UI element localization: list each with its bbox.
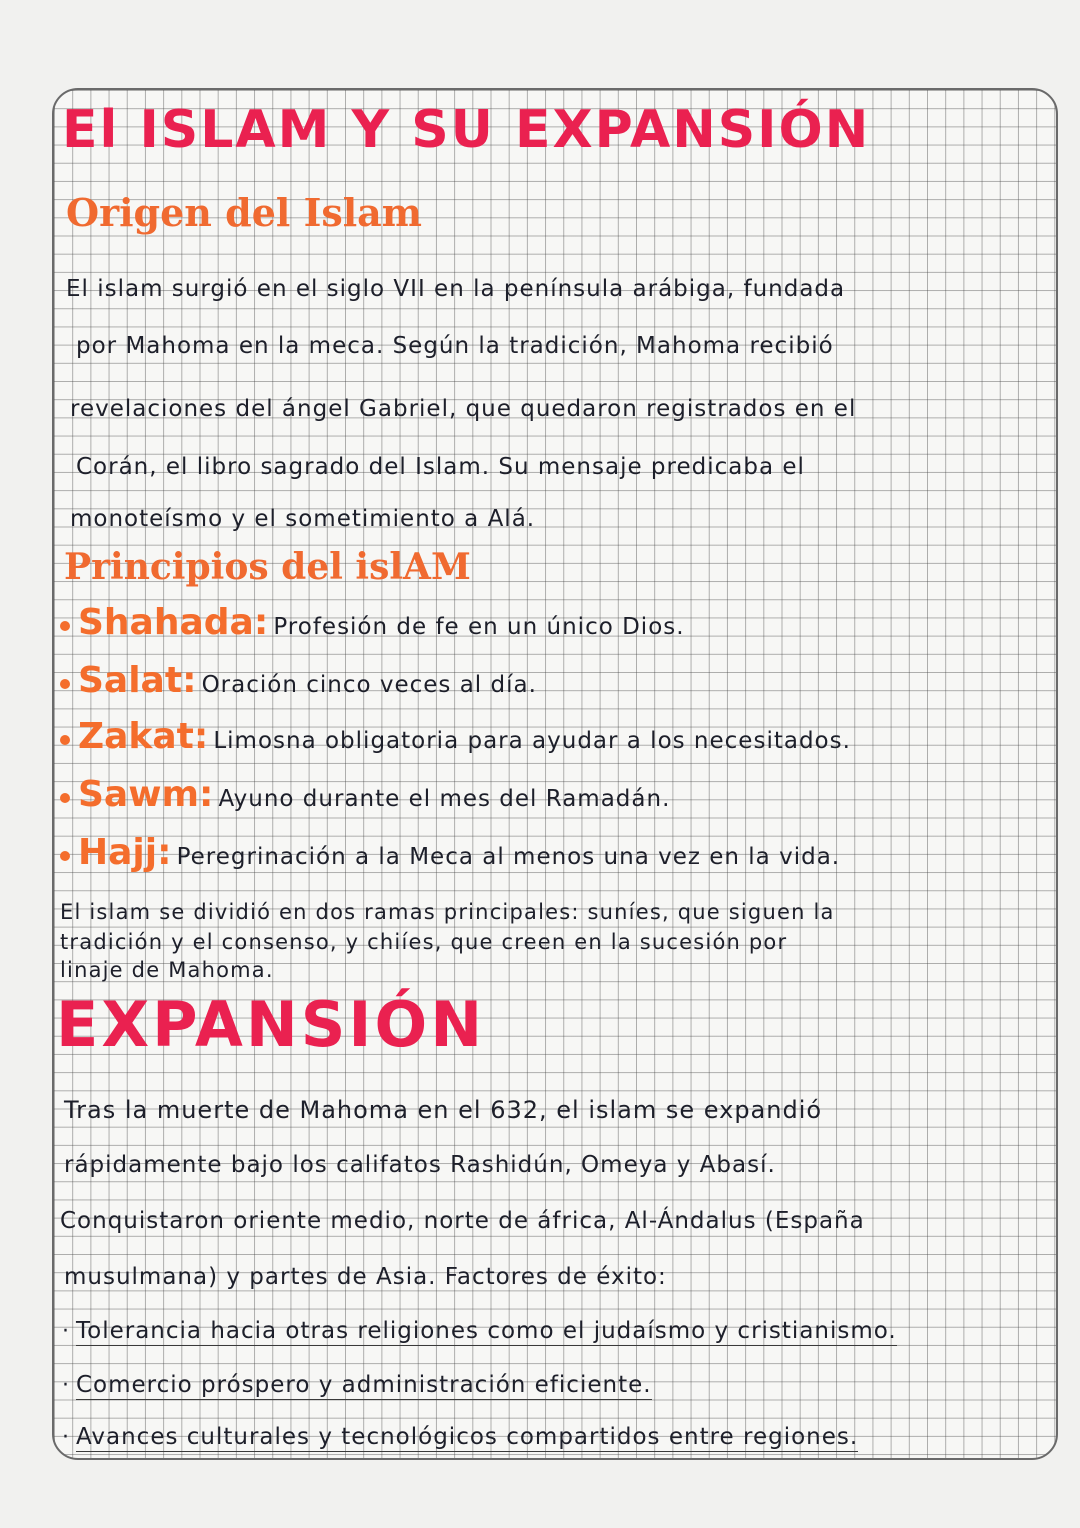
principle-term: Sawm:	[78, 774, 214, 815]
division-line: tradición y el consenso, y chiíes, que creen en la sucesión por	[60, 930, 788, 954]
expansion-line: musulmana) y partes de Asia. Factores de éxito:	[64, 1264, 667, 1290]
factor-item	[62, 1424, 858, 1450]
dash-bullet-icon: ·	[62, 1373, 70, 1398]
section-heading-expansion: EXPANSIÓN	[56, 988, 486, 1061]
page-title: El ISLAM Y SU EXPANSIÓN	[62, 100, 871, 160]
principle-desc: Oración cinco veces al día.	[201, 672, 537, 698]
principle-term: Shahada:	[78, 602, 269, 643]
factor-item	[62, 1318, 897, 1344]
principle-term: Hajj:	[78, 832, 172, 873]
bullet-icon	[60, 735, 70, 745]
principle-item	[60, 602, 685, 643]
principle-term: Zakat:	[78, 716, 209, 757]
bullet-icon	[60, 851, 70, 861]
principle-item	[60, 716, 851, 757]
origen-line: revelaciones del ángel Gabriel, que quedaron registrados en el	[70, 396, 857, 422]
factor-text: Tolerancia hacia otras religiones como el judaísmo y cristianismo.	[76, 1318, 897, 1344]
dash-bullet-icon: ·	[62, 1425, 70, 1450]
bullet-icon	[60, 679, 70, 689]
principle-term: Salat:	[78, 660, 197, 701]
factor-item	[62, 1372, 652, 1398]
dash-bullet-icon: ·	[62, 1319, 70, 1344]
principle-desc: Limosna obligatoria para ayudar a los necesitados.	[213, 728, 851, 754]
factor-text: Avances culturales y tecnológicos compartidos entre regiones.	[76, 1424, 859, 1450]
section-heading-principios: Principios del islAM	[64, 546, 471, 588]
bullet-icon	[60, 621, 70, 631]
factor-text: Comercio próspero y administración eficiente.	[76, 1372, 652, 1398]
section-heading-origen: Origen del Islam	[66, 190, 423, 235]
principle-item	[60, 832, 840, 873]
division-line: El islam se dividió en dos ramas principales: suníes, que siguen la	[60, 900, 835, 924]
origen-line: monoteísmo y el sometimiento a Alá.	[70, 506, 536, 532]
origen-line: El islam surgió en el siglo VII en la península arábiga, fundada	[66, 276, 846, 302]
expansion-line: Conquistaron oriente medio, norte de áfrica, Al-Ándalus (España	[60, 1208, 865, 1234]
principle-desc: Ayuno durante el mes del Ramadán.	[218, 786, 671, 812]
principle-item	[60, 774, 670, 815]
origen-line: Corán, el libro sagrado del Islam. Su mensaje predicaba el	[76, 454, 805, 480]
principle-desc: Peregrinación a la Meca al menos una vez en la vida.	[176, 844, 841, 870]
principle-desc: Profesión de fe en un único Dios.	[273, 614, 685, 640]
expansion-line: Tras la muerte de Mahoma en el 632, el islam se expandió	[64, 1096, 823, 1124]
expansion-line: rápidamente bajo los califatos Rashidún, Omeya y Abasí.	[64, 1152, 776, 1178]
bullet-icon	[60, 793, 70, 803]
origen-line: por Mahoma en la meca. Según la tradición, Mahoma recibió	[76, 333, 834, 359]
principle-item	[60, 660, 537, 701]
division-line: linaje de Mahoma.	[60, 958, 274, 982]
